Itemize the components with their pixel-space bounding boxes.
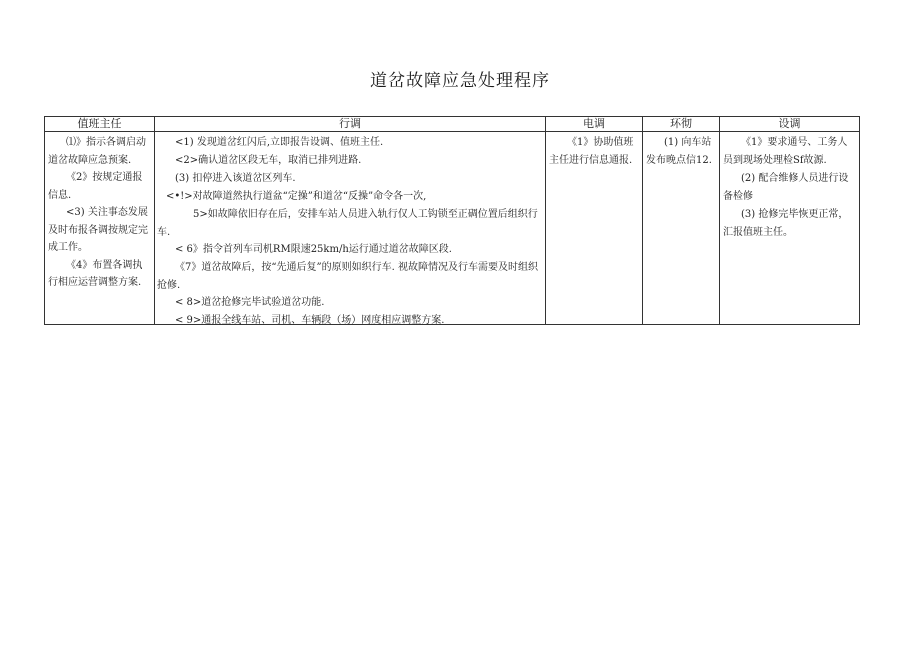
power-step-1: 《1》协助值班主任进行信息通报.	[549, 137, 634, 166]
env-step-1: (1) 向车站发布晚点信12.	[646, 137, 712, 166]
table-header-row	[45, 117, 860, 132]
page-title: 道岔故障应急处理程序	[370, 71, 550, 91]
duty-step-1: ⑴》指示各调启动道岔故障应急预案.	[48, 137, 146, 166]
duty-step-2: 《2》按规定通报信息.	[48, 172, 143, 201]
header-duty-director: 值班主任	[45, 117, 155, 132]
dispatch-step-4: <•!>对故障道然执行道盆“定操”和道岔“反操”命令各一次,	[166, 191, 427, 202]
header-equipment-dispatcher: 设调	[720, 117, 860, 132]
dispatch-step-9: < 9>通报全线车站、司机、车辆段（场）网度相应调整方案.	[175, 315, 445, 324]
header-train-dispatcher: 行调	[155, 117, 546, 132]
equip-step-1: 《1》要求通号、工务人员到现场处理检Sf故源.	[723, 137, 848, 166]
dispatch-step-1: <1) 发现道岔红闪后,立即报告设调、值班主任.	[175, 137, 384, 148]
dispatch-step-6: < 6》指令首列车司机RM限速25km/h运行通过道岔故障区段.	[175, 244, 452, 255]
header-power-dispatcher: 电调	[546, 117, 643, 132]
train-dispatcher-cell	[155, 132, 546, 325]
table-row	[45, 132, 860, 325]
dispatch-step-7: 《7》道岔故障后，按“先通后复”的原则如织行车. 视故障情况及行车需要及时组织抢修.	[157, 262, 538, 291]
dispatch-step-2: <2>确认道岔区段无车，取消已排列进路.	[175, 155, 362, 166]
procedure-table	[44, 116, 860, 325]
equipment-dispatcher-cell	[720, 132, 860, 325]
equip-step-2: (2) 配合维修人员进行设备检修	[723, 173, 849, 202]
header-env-dispatcher: 环彻	[643, 117, 720, 132]
duty-director-cell	[45, 132, 155, 325]
duty-step-3: <3) 关注事态发展及时布报各调按规定完成工作。	[48, 207, 148, 253]
dispatch-step-5: 5>如故障依旧存在后，安排车站人员进入轨行仅人工钩锁至正碉位置后组织行车.	[157, 209, 538, 238]
dispatch-step-8: < 8>道岔抢修完毕试验道岔功能.	[175, 297, 325, 308]
dispatch-step-3: (3) 扣停进入该道岔区列车.	[175, 173, 296, 184]
power-dispatcher-cell	[546, 132, 643, 325]
equip-step-3: (3) 抢修完毕恢更正常，汇报值班主任。	[723, 209, 849, 238]
env-dispatcher-cell	[643, 132, 720, 325]
duty-step-4: 《4》布置各调执行相应运营调整方案.	[48, 259, 143, 288]
